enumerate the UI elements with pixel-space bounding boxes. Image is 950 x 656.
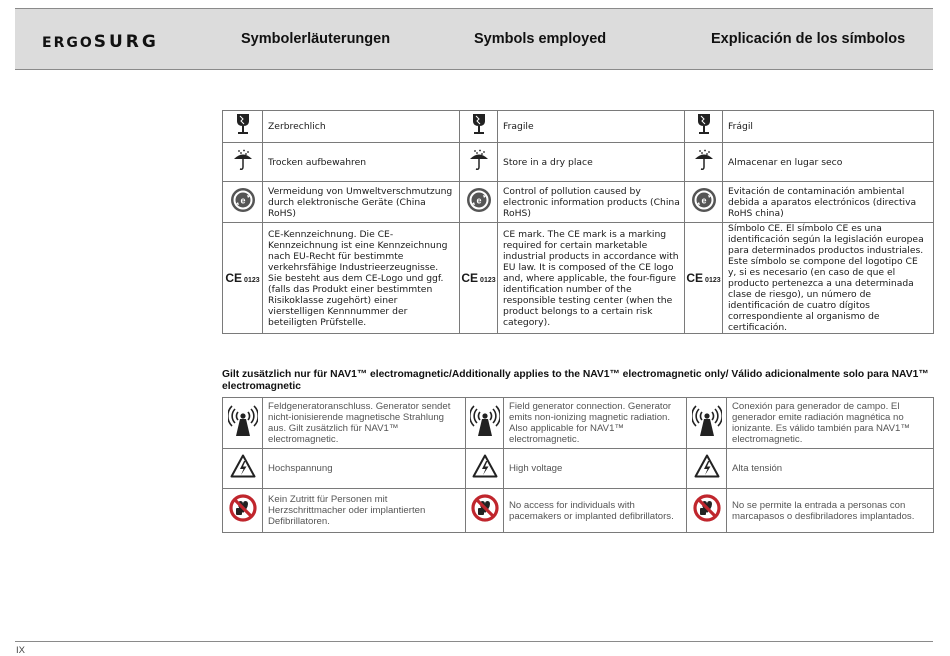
ce-mark-icon: CE 0123 bbox=[460, 223, 498, 334]
row-text-es: Símbolo CE. El símbolo CE es una identificación según la legislación europea para determinados productos industriales. Este símbolo se compone del logotipo CE y, si es necesario (en caso de que el producto pertenezca a una determinada clase de riesgo), un número de identificación de cuatro dígitos correspondiente al organismo de certificación. bbox=[723, 223, 934, 334]
nav1-subheading: Gilt zusätzlich nur für NAV1™ electromagnetic/Additionally applies to the NAV1™ electromagnetic only/ Válido adicionalmente solo para NAV1™ electromagnetic bbox=[222, 369, 929, 392]
china-rohs-icon bbox=[223, 182, 263, 223]
fragile-glass-icon bbox=[460, 111, 498, 143]
row-text-de: Trocken aufbewahren bbox=[263, 143, 460, 182]
ce-mark-icon: CE 0123 bbox=[685, 223, 723, 334]
row-text-en: CE mark. The CE mark is a marking required for certain marketable industrial products in accordance with EU law. It is composed of the CE logo and, where applicable, the four-figure identification number of the responsible testing center (when the product belongs to a certain risk category). bbox=[498, 223, 685, 334]
title-spanish: Explicación de los símbolos bbox=[711, 31, 906, 47]
row-text-de: Kein Zutritt für Personen mit Herzschrittmacher oder implantierten Defibrillatoren. bbox=[263, 489, 466, 533]
table-row bbox=[223, 489, 934, 533]
table-row bbox=[223, 143, 934, 182]
umbrella-rain-icon bbox=[460, 143, 498, 182]
ergosurg-logo: ERGOSURG bbox=[42, 32, 159, 52]
high-voltage-icon bbox=[223, 449, 263, 489]
row-text-de: Zerbrechlich bbox=[263, 111, 460, 143]
no-pacemaker-icon bbox=[466, 489, 504, 533]
table-row bbox=[223, 449, 934, 489]
china-rohs-icon bbox=[685, 182, 723, 223]
non-ionizing-radiation-icon bbox=[466, 398, 504, 449]
row-text-en: Store in a dry place bbox=[498, 143, 685, 182]
umbrella-rain-icon bbox=[223, 143, 263, 182]
fragile-glass-icon bbox=[685, 111, 723, 143]
row-text-en: Fragile bbox=[498, 111, 685, 143]
row-text-en: Control of pollution caused by electronic information products (China RoHS) bbox=[498, 182, 685, 223]
table-row bbox=[223, 398, 934, 449]
row-text-en: High voltage bbox=[504, 449, 687, 489]
row-text-es: Frágil bbox=[723, 111, 934, 143]
title-german: Symbolerläuterungen bbox=[241, 31, 391, 47]
ce-mark-icon: CE 0123 bbox=[223, 223, 263, 334]
table-row bbox=[223, 182, 934, 223]
no-pacemaker-icon bbox=[687, 489, 727, 533]
no-pacemaker-icon bbox=[223, 489, 263, 533]
row-text-es: Alta tensión bbox=[727, 449, 934, 489]
title-english: Symbols employed bbox=[474, 31, 607, 47]
row-text-de: Feldgeneratoranschluss. Generator sendet nicht-ionisierende magnetische Strahlung aus. Gilt zusätzlich für NAV1™ electromagnetic. bbox=[263, 398, 466, 449]
row-text-en: No access for individuals with pacemakers or implanted defibrillators. bbox=[504, 489, 687, 533]
row-text-en: Field generator connection. Generator emits non-ionizing magnetic radiation. Also applicable for NAV1™ electromagnetic. bbox=[504, 398, 687, 449]
non-ionizing-radiation-icon bbox=[223, 398, 263, 449]
row-text-de: Hochspannung bbox=[263, 449, 466, 489]
svg-text:e: e bbox=[239, 195, 246, 205]
page-header bbox=[15, 8, 933, 70]
footer-divider bbox=[15, 641, 933, 642]
high-voltage-icon bbox=[466, 449, 504, 489]
row-text-de: Vermeidung von Umweltverschmutzung durch elektronische Geräte (China RoHS) bbox=[263, 182, 460, 223]
symbols-table bbox=[222, 110, 934, 334]
non-ionizing-radiation-icon bbox=[687, 398, 727, 449]
page-number: IX bbox=[16, 645, 25, 656]
table-row bbox=[223, 111, 934, 143]
high-voltage-icon bbox=[687, 449, 727, 489]
nav1-symbols-table bbox=[222, 397, 934, 533]
fragile-glass-icon bbox=[223, 111, 263, 143]
svg-text:e: e bbox=[700, 195, 707, 205]
row-text-es: No se permite la entrada a personas con marcapasos o desfibriladores implantados. bbox=[727, 489, 934, 533]
umbrella-rain-icon bbox=[685, 143, 723, 182]
row-text-es: Almacenar en lugar seco bbox=[723, 143, 934, 182]
china-rohs-icon bbox=[460, 182, 498, 223]
table-row bbox=[223, 223, 934, 334]
svg-text:e: e bbox=[475, 195, 482, 205]
row-text-de: CE-Kennzeichnung. Die CE-Kennzeichnung ist eine Kennzeichnung nach EU-Recht für bestimmte verkehrsfähige Industrieerzeugnisse. Sie besteht aus dem CE-Logo und ggf. (falls das Produkt einer bestimmten Risikoklasse zugehört) einer vierstelligen Kennnummer der beteiligten Prüfstelle. bbox=[263, 223, 460, 334]
row-text-es: Conexión para generador de campo. El generador emite radiación magnética no ionizante. Es válido también para NAV1™ electromagnetic. bbox=[727, 398, 934, 449]
row-text-es: Evitación de contaminación ambiental debida a aparatos electrónicos (directiva RoHS china) bbox=[723, 182, 934, 223]
